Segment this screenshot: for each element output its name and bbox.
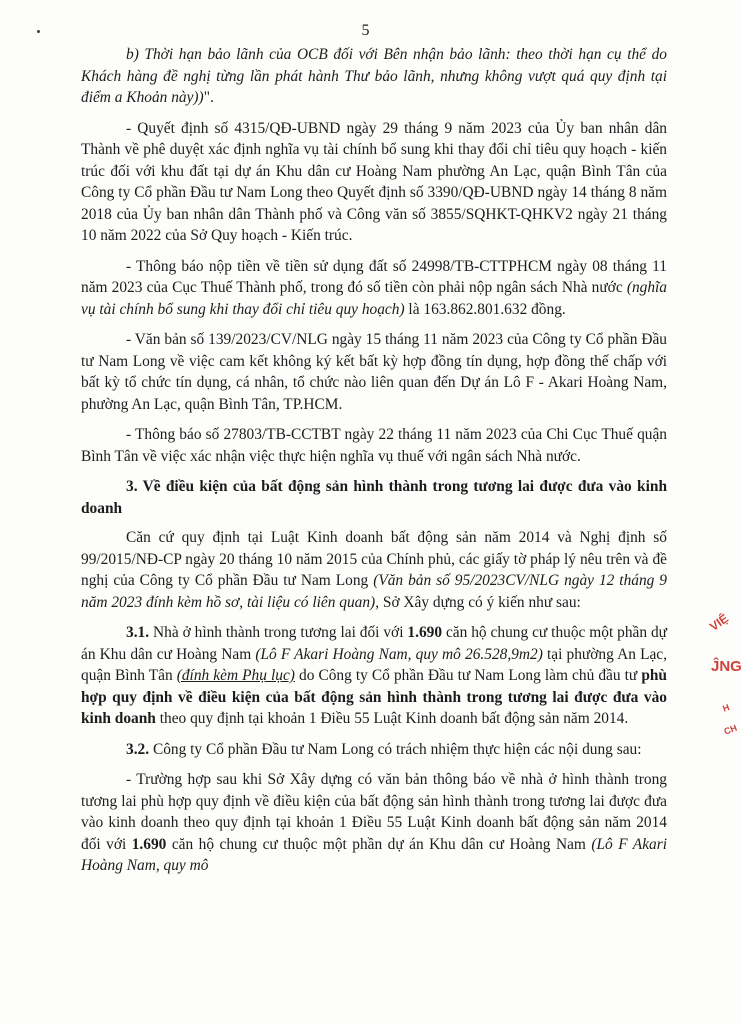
stamp-fragment-middle: ĴNG [711, 658, 742, 675]
after-notice-count: 1.690 [131, 835, 167, 853]
bullet-tax-notice: - Thông báo số 27803/TB-CCTBT ngày 22 tháng 11 năm 2023 của Chi Cục Thuế quận Bình Tân về việc xác nhận việc thực hiện nghĩa vụ thuế với ngân sách Nhà nước. [81, 426, 667, 465]
payment-notice-note: (nghĩa vụ tài chính bổ sung khi thay đổi chỉ tiêu quy hoạch) [81, 279, 667, 318]
item-3-2-text: Công ty Cổ phần Đầu tư Nam Long có trách nhiệm thực hiện các nội dung sau: [149, 740, 642, 758]
item-3-1-count: 1.690 [407, 624, 443, 641]
item-3-1-text-d: do Công ty Cổ phần Đầu tư Nam Long làm chủ đầu tư [294, 667, 642, 684]
quoted-clause-end: ". [203, 89, 214, 106]
bullet-commitment-letter: - Văn bản số 139/2023/CV/NLG ngày 15 tháng 11 năm 2023 của Công ty Cổ phần Đầu tư Nam Long về việc cam kết không ký kết bất kỳ hợp đồng tín dụng, hợp đồng thế chấp với bất kỳ tổ chức tín dụng, cá nhân, tổ chức nào liên quan đến Dự án Lô F - Akari Hoàng Nam, phường An Lạc, quận Bình Tân, TP.HCM. [81, 331, 667, 413]
basis-text: Căn cứ quy định tại Luật Kinh doanh bất động sản năm 2014 và Nghị định số 99/2015/NĐ-CP ngày 20 tháng 10 năm 2015 của Chính phủ, các giấy tờ pháp lý nêu trên và đề nghị của Công ty Cổ phần Đầu tư Nam Long [81, 529, 667, 589]
item-3-1-number: 3.1. [126, 624, 150, 641]
item-3-1-text-c: tại phường An Lạc, quận Bình Tân [81, 645, 667, 684]
item-3-1-scale: (Lô F Akari Hoàng Nam, quy mô 26.528,9m2) [255, 645, 543, 663]
section-3-basis [81, 527, 667, 613]
document-body [81, 44, 667, 886]
stamp-fragment-top: VIỆ [707, 611, 731, 634]
stamp-fragment-bottom: H CH [721, 702, 739, 737]
after-notice-tail: căn hộ chung cư thuộc một phần dự án Khu dân cư Hoàng Nam [166, 835, 592, 853]
item-3-1-text-b: căn hộ chung cư thuộc một phần dự án Khu dân cư Hoàng Nam [81, 624, 668, 663]
item-3-1 [81, 622, 667, 730]
section-3-heading: 3. Về điều kiện của bất động sản hình thành trong tương lai được đưa vào kinh doanh [81, 478, 667, 517]
item-3-2-number: 3.2. [126, 740, 150, 758]
payment-notice-text: - Thông báo nộp tiền về tiền sử dụng đất số 24998/TB-CTTPHCM ngày 08 tháng 11 năm 2023 của Cục Thuế Thành phố, trong đó số tiền còn phải nộp ngân sách Nhà nước [81, 257, 667, 296]
item-3-1-appendix: (đính kèm Phụ lục) [176, 667, 295, 684]
quoted-clause-text: b) Thời hạn bảo lãnh của OCB đối với Bên nhận bảo lãnh: theo thời hạn cụ thể do Khách hàng đề nghị từng lần phát hành Thư bảo lãnh, nhưng không vượt quá quy định tại điểm a Khoản này)) [81, 46, 667, 106]
payment-notice-amount: là 163.862.801.632 đồng. [404, 300, 566, 318]
after-notice-text: - Trường hợp sau khi Sở Xây dựng có văn bản thông báo về nhà ở hình thành trong tương lai phù hợp quy định về điều kiện của bất động sản hình thành trong tương lai được đưa vào kinh doanh theo quy định tại khoản 1 Điều 55 Luật Kinh doanh bất động sản năm 2014 đối với [81, 771, 667, 853]
item-3-1-conclusion: phù hợp quy định về điều kiện của bất động sản hình thành trong tương lai được đưa vào kinh doanh [81, 667, 667, 727]
bullet-after-notice [81, 769, 667, 877]
bullet-decision-4315: - Quyết định số 4315/QĐ-UBND ngày 29 tháng 9 năm 2023 của Ủy ban nhân dân Thành về phê duyệt xác định nghĩa vụ tài chính bổ sung khi thay đổi chỉ tiêu quy hoạch - kiến trúc đối với khu đất tại dự án Khu dân cư Hoàng Nam phường An Lạc, quận Bình Tân của Công ty Cổ phần Đầu tư Nam Long theo Quyết định số 3390/QĐ-UBND ngày 14 tháng 8 năm 2018 của Ủy ban nhân dân Thành phố và Công văn số 3855/SQHKT-QHKV2 ngày 21 tháng 10 năm 2022 của Sở Quy hoạch - Kiến trúc. [81, 119, 667, 244]
item-3-1-text-e: theo quy định tại khoản 1 Điều 55 Luật Kinh doanh bất động sản năm 2014. [155, 710, 629, 727]
item-3-2 [81, 739, 667, 761]
item-3-1-text-a: Nhà ở hình thành trong tương lai đối với [149, 624, 408, 641]
basis-conclusion: , Sở Xây dựng có ý kiến như sau: [375, 593, 581, 611]
after-notice-scale: (Lô F Akari Hoàng Nam, quy mô [81, 835, 667, 874]
quoted-clause [81, 44, 667, 109]
page-number: 5 [361, 22, 370, 39]
basis-reference: (Văn bản số 95/2023CV/NLG ngày 12 tháng 9 năm 2023 đính kèm hồ sơ, tài liệu có liên quan) [81, 572, 668, 611]
bullet-payment-notice [81, 256, 667, 321]
